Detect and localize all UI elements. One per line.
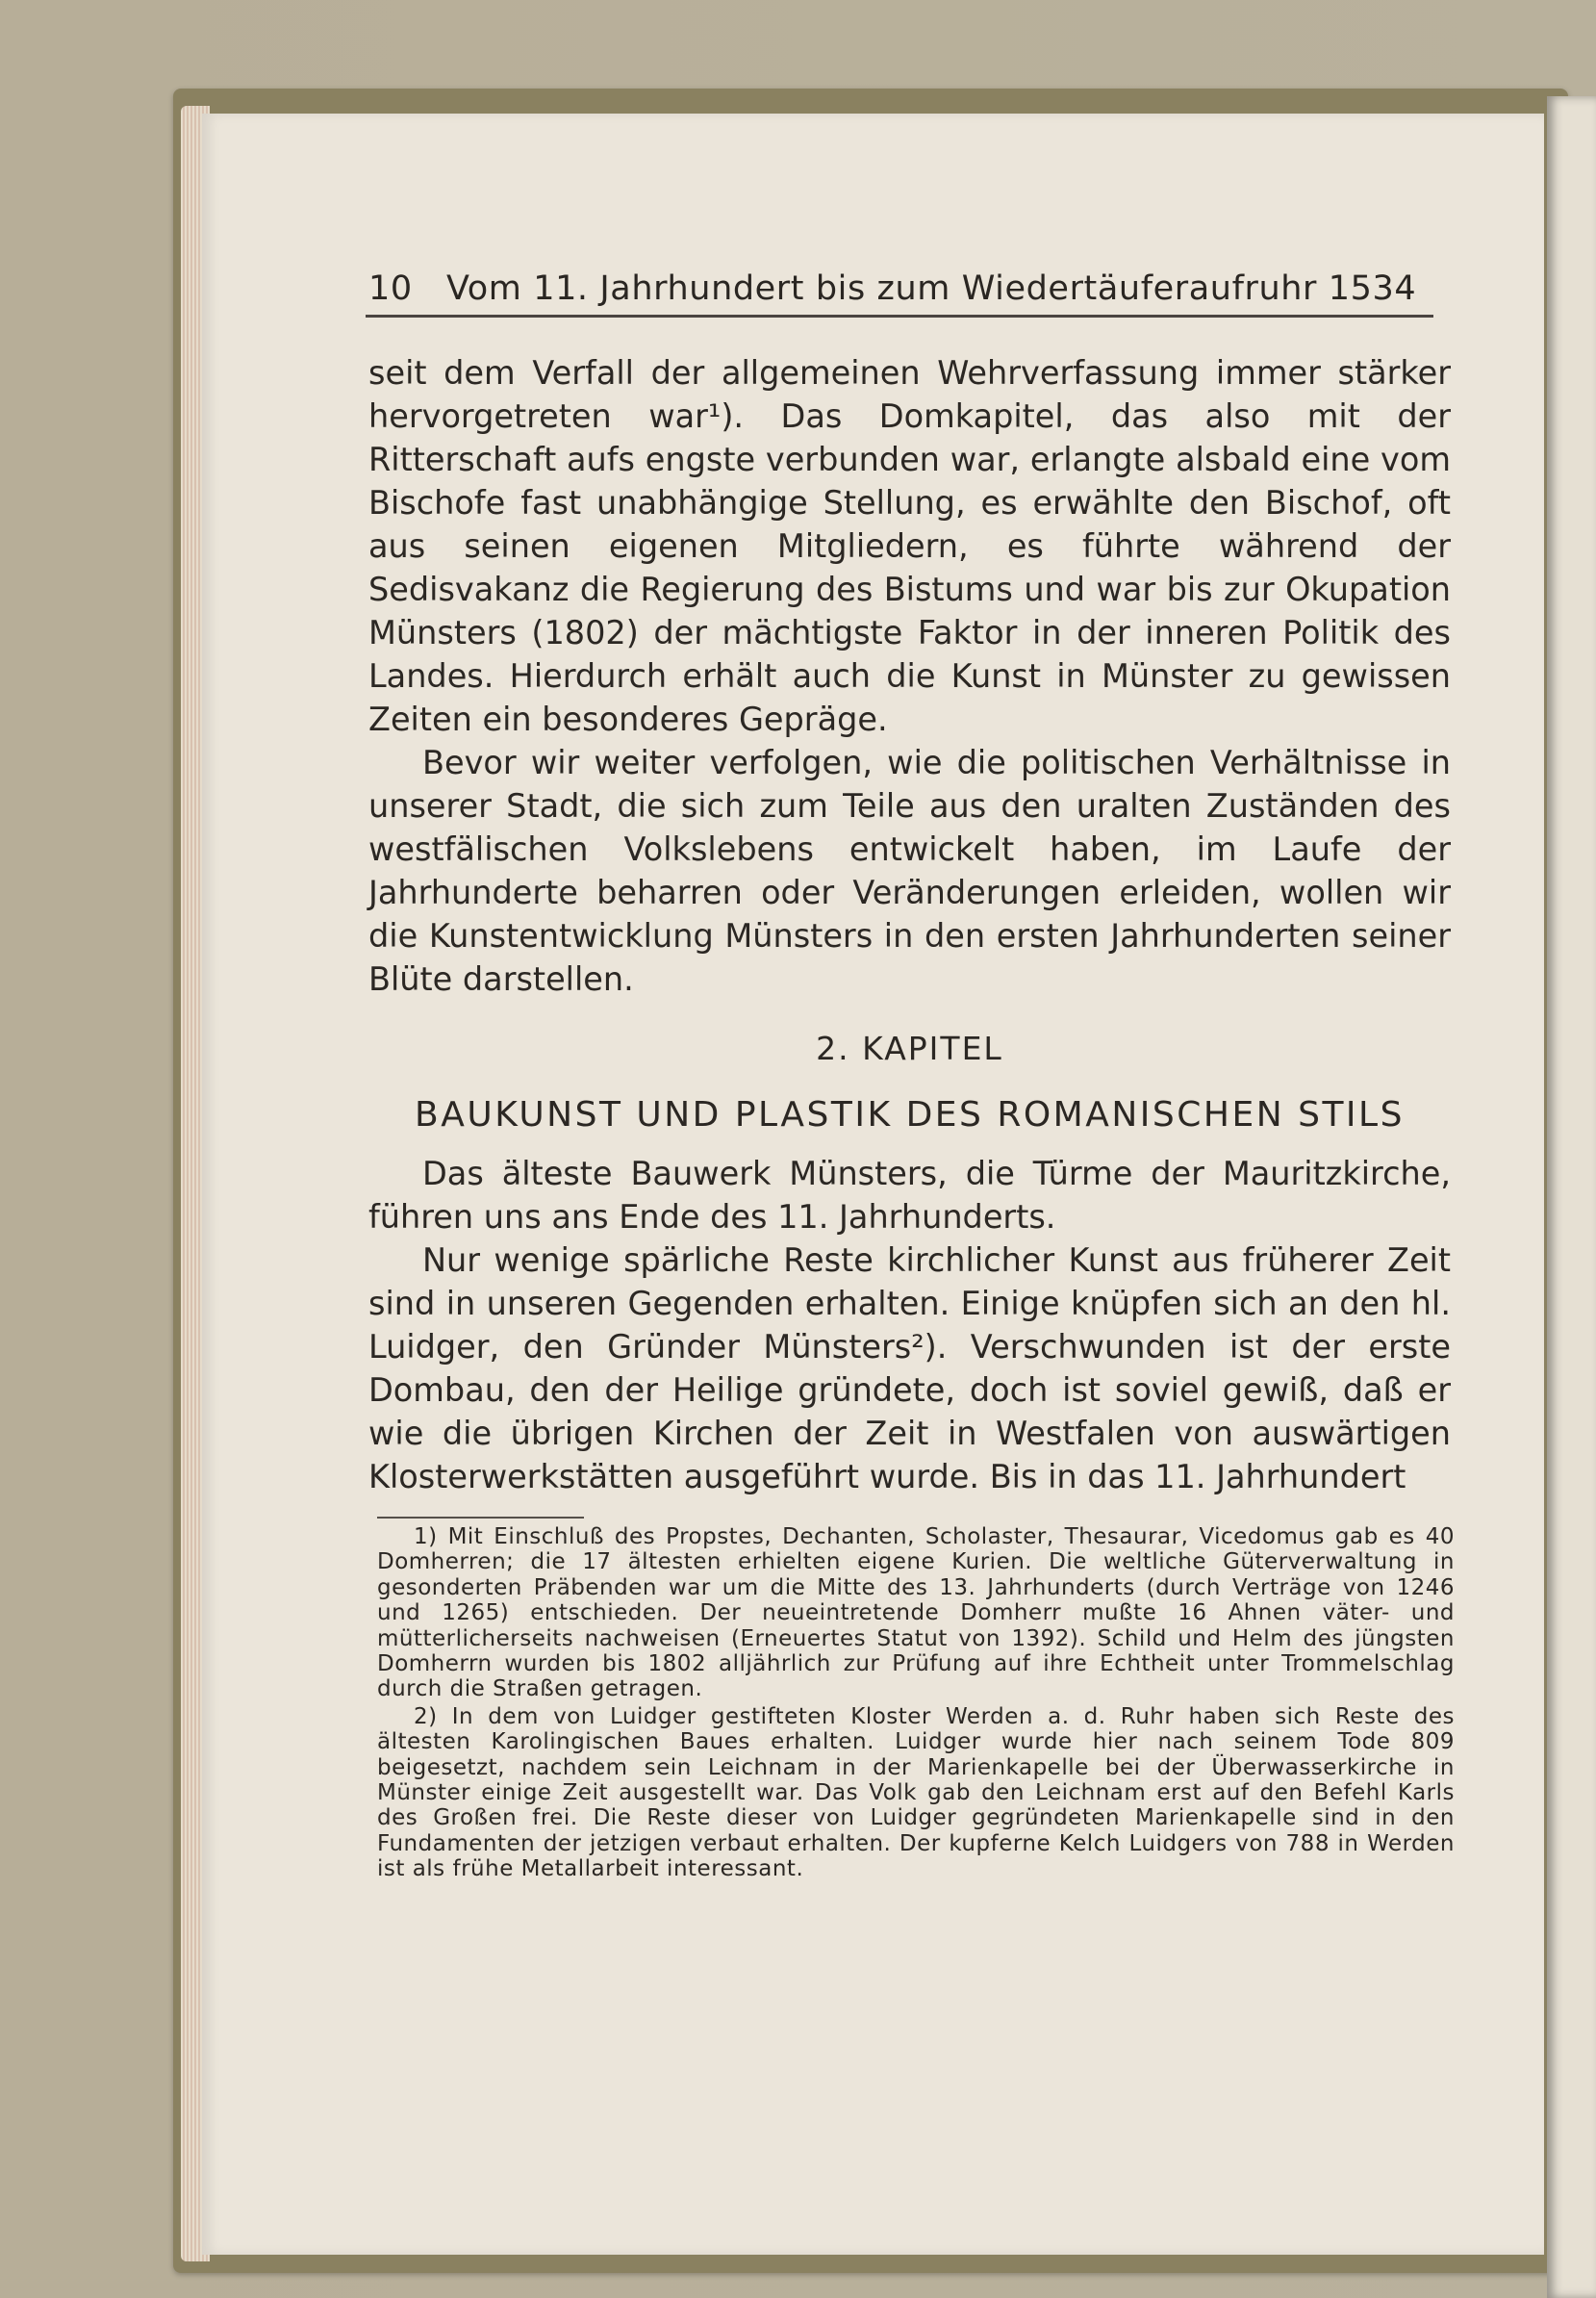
page-number: 10 xyxy=(368,269,413,308)
header-rule xyxy=(366,315,1433,318)
chapter-number: 2. KAPITEL xyxy=(816,1030,1003,1067)
footnote: 1) Mit Einschluß des Propstes, Dechanten, Scholaster, Thesaurar, Vicedomus gab es 40 Domherren; die 17 ältesten erhielten eigene Kurien. Die weltliche Güterverwaltung in gesonderten Präbenden war um die Mitte des 13. Jahrhunderts (durch Verträge von 1246 und 1265) entschieden. Der neueintretende Domherr mußte 16 Ahnen väter- und mütterlicherseits nachweisen (Erneuertes Statut von 1392). Schild und Helm des jüngsten Domherrn wurden bis 1802 alljährlich zur Prüfung auf ihre Echtheit unter Trommelschlag durch die Straßen getragen. xyxy=(377,1524,1455,1702)
paragraph: Bevor wir weiter verfolgen, wie die politischen Verhältnisse in unserer Stadt, die sich zum Teile aus den uralten Zuständen des westfälischen Volkslebens entwickelt haben, im Laufe der Jahrhunderte beharren oder Veränderungen erleiden, wollen wir die Kunstentwicklung Münsters in den ersten Jahrhunderten seiner Blüte darstellen. xyxy=(368,744,1451,998)
running-head xyxy=(368,269,1431,308)
chapter-title: BAUKUNST UND PLASTIK DES ROMANISCHEN STILS xyxy=(415,1095,1405,1135)
footnote-rule xyxy=(377,1517,584,1519)
facing-page-edge xyxy=(1547,96,1596,2298)
footnotes xyxy=(377,1524,1455,1882)
paragraph: Nur wenige spärliche Reste kirchlicher Kunst aus früherer Zeit sind in unseren Gegenden erhalten. Einige knüpfen sich an den hl. Luidger, den Gründer Münsters²). Verschwunden ist der erste Dombau, den der Heilige gründete, doch ist soviel gewiß, daß er wie die übrigen Kirchen der Zeit in Westfalen von auswärtigen Klosterwerkstätten ausgeführt wurde. Bis in das 11. Jahrhundert xyxy=(368,1241,1451,1495)
body-text xyxy=(368,351,1451,1001)
paragraph: seit dem Verfall der allgemeinen Wehrverfassung immer stärker hervorgetreten war¹). Das Domkapitel, das also mit der Ritterschaft aufs engste verbunden war, erlangte alsbald eine vom Bischofe fast unabhängige Stellung, es erwählte den Bischof, oft aus seinen eigenen Mitgliedern, es führte während der Sedisvakanz die Regierung des Bistums und war bis zur Okupation Münsters (1802) der mächtigste Faktor in der inneren Politik des Landes. Hierdurch erhält auch die Kunst in Münster zu gewissen Zeiten ein besonderes Gepräge. xyxy=(368,354,1451,738)
chapter-body-text xyxy=(368,1152,1451,1498)
footnote: 2) In dem von Luidger gestifteten Kloster Werden a. d. Ruhr haben sich Reste des ältesten Karolingischen Baues erhalten. Luidger wurde hier nach seinem Tode 809 beigesetzt, nachdem sein Leichnam in der Marienkapelle bei der Überwasserkirche in Münster einige Zeit ausgestellt war. Das Volk gab den Leichnam erst auf den Befehl Karls des Großen frei. Die Reste dieser von Luidger gegründeten Marienkapelle sind in den Fundamenten der jetzigen verbaut erhalten. Der kupferne Kelch Luidgers von 788 in Werden ist als frühe Metallarbeit interessant. xyxy=(377,1703,1455,1882)
running-head-title: Vom 11. Jahrhundert bis zum Wiedertäuferaufruhr 1534 xyxy=(445,269,1417,308)
paragraph: Das älteste Bauwerk Münsters, die Türme der Mauritzkirche, führen uns ans Ende des 11. Jahrhunderts. xyxy=(368,1155,1451,1236)
